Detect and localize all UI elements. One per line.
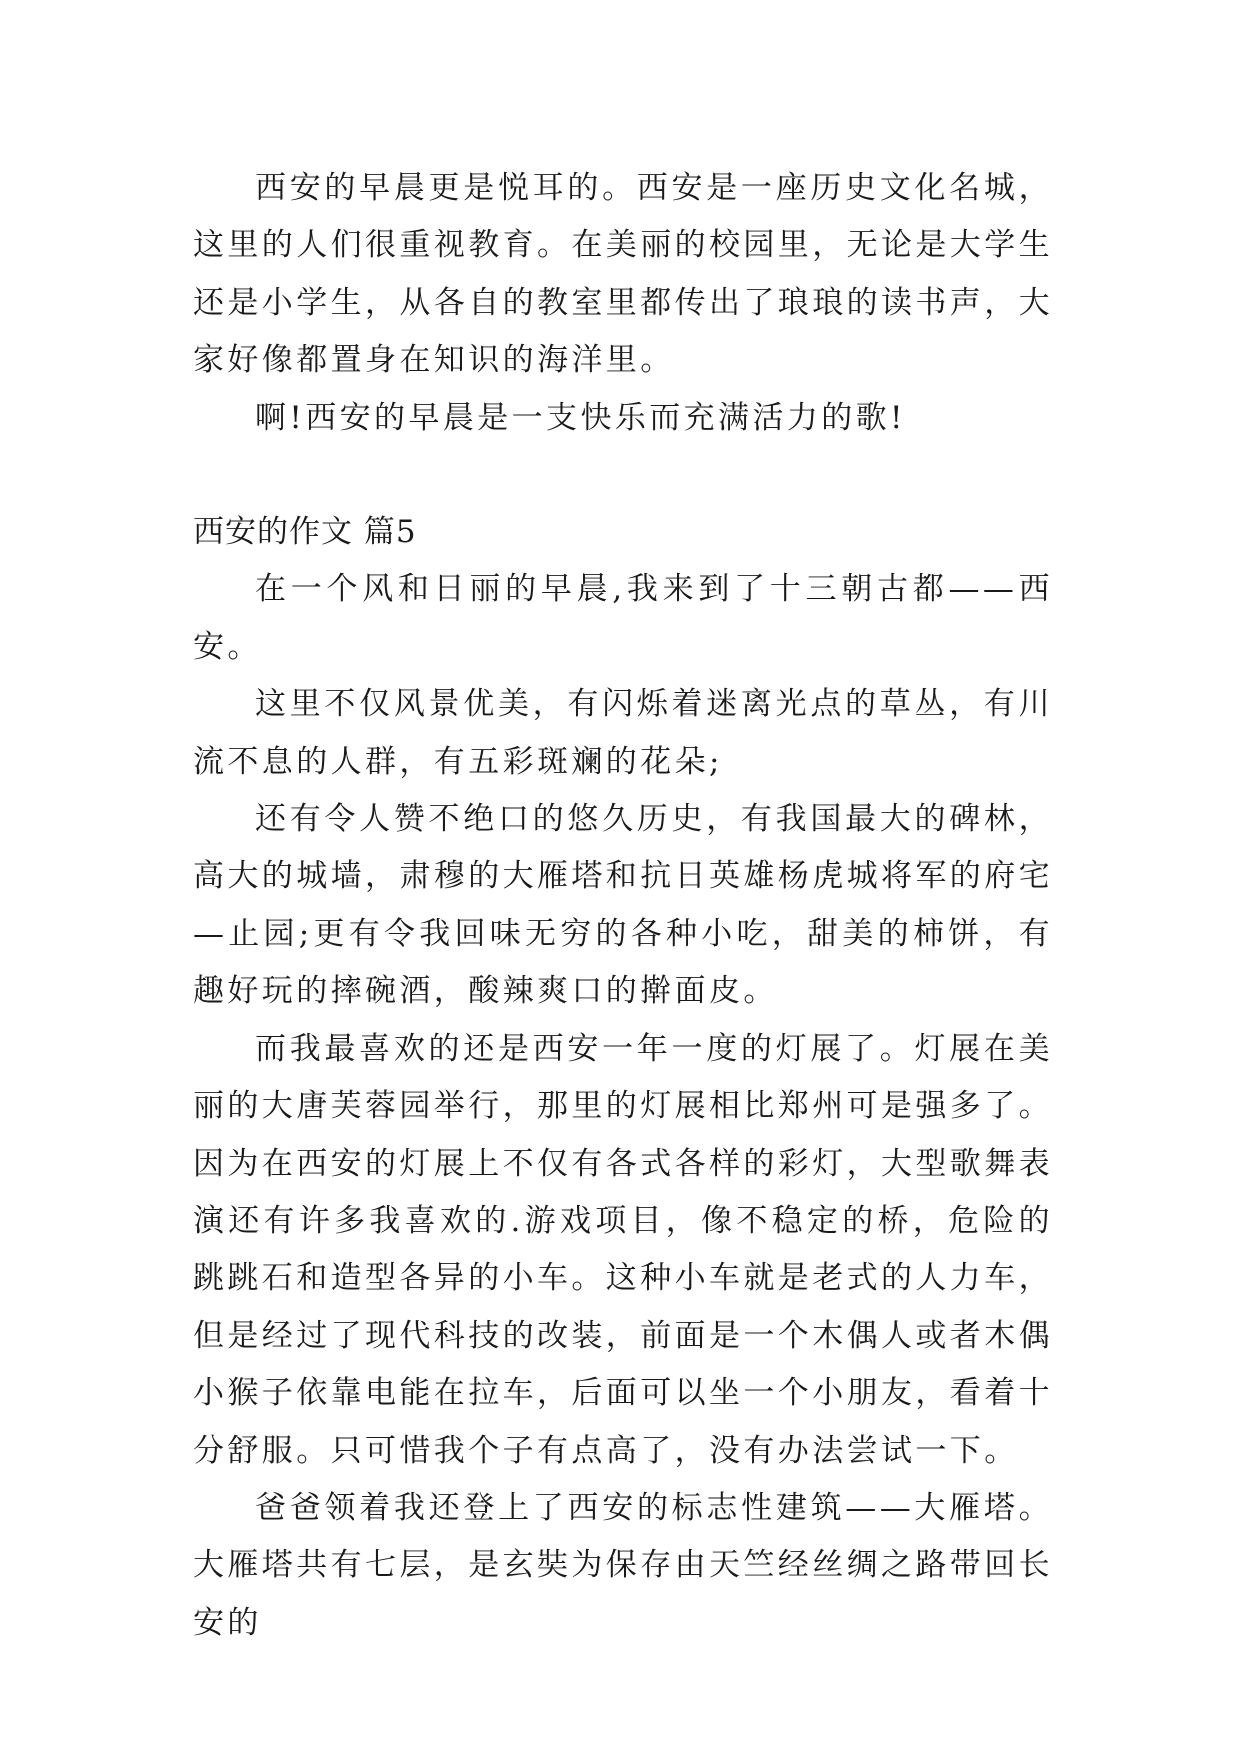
paragraph: 爸爸领着我还登上了西安的标志性建筑——大雁塔。大雁塔共有七层，是玄奘为保存由天竺经丝绸之路带回长安的 [193, 1489, 1053, 1641]
paragraph: 在一个风和日丽的早晨,我来到了十三朝古都——西安。 [193, 571, 1053, 665]
paragraph: 西安的早晨更是悦耳的。西安是一座历史文化名城，这里的人们很重视教育。在美丽的校园里，无论是大学生还是小学生，从各自的教室里都传出了琅琅的读书声，大家好像都置身在知识的海洋里。 [193, 170, 1053, 379]
document-body [193, 160, 1053, 1652]
paragraph: 还有令人赞不绝口的悠久历史，有我国最大的碑林，高大的城墙，肃穆的大雁塔和抗日英雄杨虎城将军的府宅—止园;更有令我回味无穷的各种小吃，甜美的柿饼，有趣好玩的摔碗酒，酸辣爽口的擀面皮。 [193, 801, 1053, 1010]
paragraph: 而我最喜欢的还是西安一年一度的灯展了。灯展在美丽的大唐芙蓉园举行，那里的灯展相比郑州可是强多了。因为在西安的灯展上不仅有各式各样的彩灯，大型歌舞表演还有许多我喜欢的.游戏项目，像不稳定的桥，危险的跳跳石和造型各异的小车。这种小车就是老式的人力车，但是经过了现代科技的改装，前面是一个木偶人或者木偶小猴子依靠电能在拉车，后面可以坐一个小朋友，看着十分舒服。只可惜我个子有点高了，没有办法尝试一下。 [193, 1030, 1053, 1469]
section-heading: 西安的作文 篇5 [193, 514, 417, 551]
paragraph: 啊!西安的早晨是一支快乐而充满活力的歌! [255, 399, 906, 436]
paragraph: 这里不仅风景优美，有闪烁着迷离光点的草丛，有川流不息的人群，有五彩斑斓的花朵; [193, 686, 1053, 780]
